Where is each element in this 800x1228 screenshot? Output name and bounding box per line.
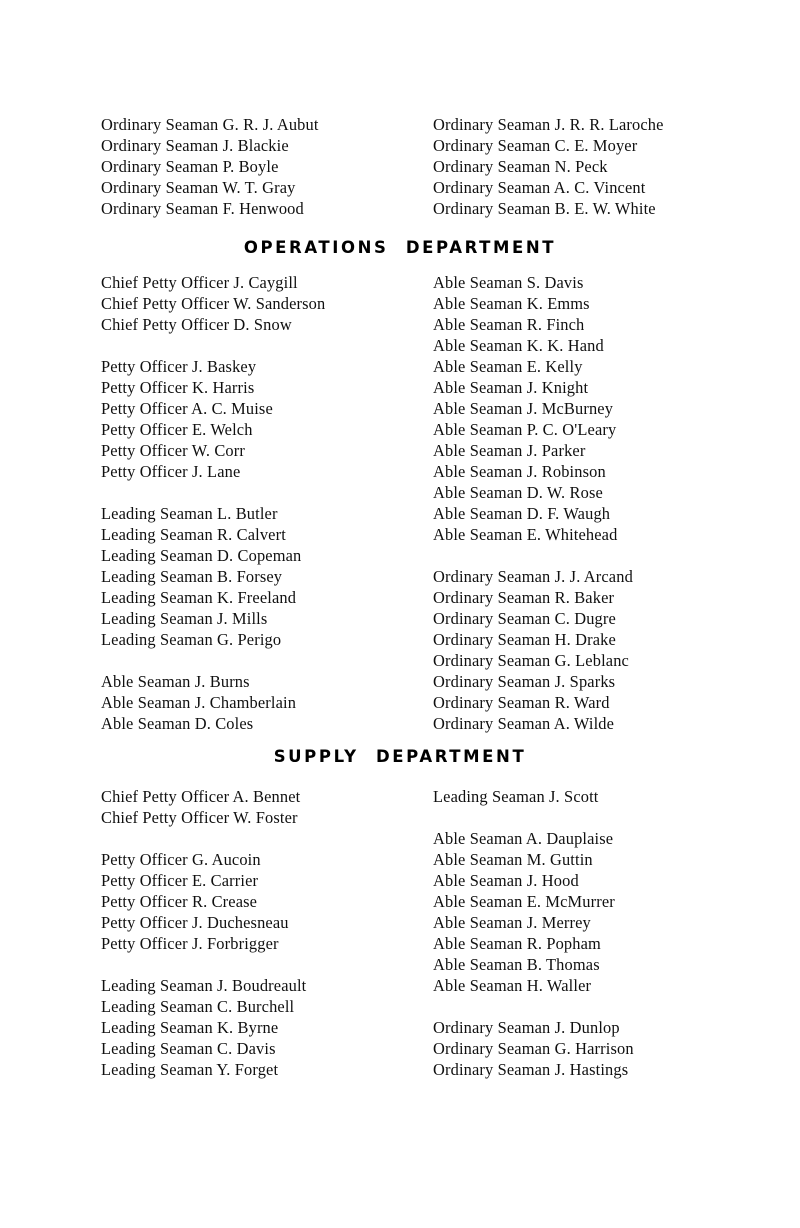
- roster-column-left-supply: [101, 786, 306, 1080]
- roster-entry: Chief Petty Officer J. Caygill: [101, 273, 298, 292]
- roster-entry: Able Seaman J. Chamberlain: [101, 693, 297, 712]
- roster-entry: Leading Seaman J. Boudreault: [101, 976, 307, 995]
- roster-entry: Ordinary Seaman J. Hastings: [433, 1060, 629, 1079]
- roster-entry: Leading Seaman K. Freeland: [101, 588, 297, 607]
- roster-entry: Petty Officer J. Duchesneau: [101, 913, 289, 932]
- roster-entry: Ordinary Seaman A. C. Vincent: [433, 178, 646, 197]
- section-heading-operations-department: [0, 238, 800, 257]
- section-heading-text: OPERATIONS DEPARTMENT: [243, 238, 557, 257]
- roster-entry: Petty Officer E. Welch: [101, 420, 253, 439]
- roster-entry: Able Seaman J. Hood: [433, 871, 579, 890]
- roster-entry: Able Seaman H. Waller: [433, 976, 592, 995]
- roster-entry: Leading Seaman Y. Forget: [101, 1060, 279, 1079]
- roster-entry: Able Seaman P. C. O'Leary: [433, 420, 617, 439]
- roster-group-spacer: [101, 954, 306, 975]
- roster-group-spacer: [433, 996, 634, 1017]
- roster-group-spacer: [433, 545, 633, 566]
- roster-entry: Able Seaman M. Guttin: [433, 850, 593, 869]
- roster-entry: Ordinary Seaman R. Baker: [433, 588, 615, 607]
- roster-entry: Able Seaman S. Davis: [433, 273, 584, 292]
- roster-entry: Petty Officer K. Harris: [101, 378, 255, 397]
- roster-entry: Able Seaman J. Burns: [101, 672, 250, 691]
- roster-entry: Leading Seaman L. Butler: [101, 504, 278, 523]
- roster-entry: Petty Officer A. C. Muise: [101, 399, 273, 418]
- roster-entry: Ordinary Seaman H. Drake: [433, 630, 616, 649]
- roster-entry: Leading Seaman D. Copeman: [101, 546, 302, 565]
- roster-entry: Petty Officer J. Lane: [101, 462, 241, 481]
- roster-entry: Able Seaman E. Kelly: [433, 357, 583, 376]
- roster-entry: Able Seaman J. Knight: [433, 378, 589, 397]
- roster-group-spacer: [101, 650, 325, 671]
- roster-entry: Able Seaman K. K. Hand: [433, 336, 604, 355]
- roster-entry: Able Seaman E. McMurrer: [433, 892, 615, 911]
- roster-column-right-supply: [433, 786, 634, 1080]
- roster-entry: Ordinary Seaman G. Leblanc: [433, 651, 629, 670]
- roster-entry: Able Seaman A. Dauplaise: [433, 829, 614, 848]
- roster-entry: Leading Seaman J. Scott: [433, 787, 599, 806]
- roster-entry: Able Seaman J. Parker: [433, 441, 586, 460]
- roster-entry: Ordinary Seaman C. E. Moyer: [433, 136, 638, 155]
- roster-entry: Ordinary Seaman R. Ward: [433, 693, 610, 712]
- roster-entry: Leading Seaman R. Calvert: [101, 525, 286, 544]
- roster-entry: Ordinary Seaman J. R. R. Laroche: [433, 115, 664, 134]
- roster-entry: Chief Petty Officer W. Sanderson: [101, 294, 326, 313]
- roster-entry: Ordinary Seaman J. Dunlop: [433, 1018, 620, 1037]
- roster-entry: Leading Seaman C. Davis: [101, 1039, 276, 1058]
- roster-entry: Ordinary Seaman F. Henwood: [101, 199, 304, 218]
- roster-entry: Petty Officer E. Carrier: [101, 871, 259, 890]
- roster-entry: Ordinary Seaman J. J. Arcand: [433, 567, 633, 586]
- roster-entry: Able Seaman K. Emms: [433, 294, 590, 313]
- roster-entry: Able Seaman R. Finch: [433, 315, 585, 334]
- roster-entry: Petty Officer W. Corr: [101, 441, 245, 460]
- roster-entry: Able Seaman D. F. Waugh: [433, 504, 611, 523]
- roster-entry: Able Seaman B. Thomas: [433, 955, 600, 974]
- roster-entry: Ordinary Seaman B. E. W. White: [433, 199, 656, 218]
- roster-entry: Able Seaman R. Popham: [433, 934, 601, 953]
- section-heading-supply-department: [0, 747, 800, 766]
- roster-entry: Able Seaman J. Merrey: [433, 913, 591, 932]
- roster-entry: Petty Officer G. Aucoin: [101, 850, 261, 869]
- roster-entry: Leading Seaman G. Perigo: [101, 630, 282, 649]
- roster-group-spacer: [101, 335, 325, 356]
- roster-entry: Petty Officer J. Forbrigger: [101, 934, 279, 953]
- roster-entry: Leading Seaman C. Burchell: [101, 997, 295, 1016]
- section-heading-text: SUPPLY DEPARTMENT: [273, 747, 527, 766]
- roster-column-right-continued: [433, 114, 664, 219]
- roster-entry: Ordinary Seaman G. Harrison: [433, 1039, 634, 1058]
- roster-entry: Chief Petty Officer D. Snow: [101, 315, 292, 334]
- roster-entry: Petty Officer J. Baskey: [101, 357, 257, 376]
- roster-group-spacer: [101, 482, 325, 503]
- roster-entry: Ordinary Seaman W. T. Gray: [101, 178, 296, 197]
- roster-entry: Ordinary Seaman J. Sparks: [433, 672, 616, 691]
- roster-entry: Chief Petty Officer W. Foster: [101, 808, 298, 827]
- roster-column-right-operations: [433, 272, 633, 734]
- roster-entry: Able Seaman J. McBurney: [433, 399, 614, 418]
- roster-entry: Ordinary Seaman N. Peck: [433, 157, 608, 176]
- roster-entry: Leading Seaman B. Forsey: [101, 567, 283, 586]
- roster-entry: Able Seaman D. W. Rose: [433, 483, 603, 502]
- roster-entry: Petty Officer R. Crease: [101, 892, 258, 911]
- roster-entry: Ordinary Seaman J. Blackie: [101, 136, 289, 155]
- roster-entry: Ordinary Seaman G. R. J. Aubut: [101, 115, 319, 134]
- roster-column-left-operations: [101, 272, 325, 734]
- roster-group-spacer: [433, 807, 634, 828]
- roster-entry: Ordinary Seaman P. Boyle: [101, 157, 279, 176]
- roster-entry: Chief Petty Officer A. Bennet: [101, 787, 301, 806]
- roster-group-spacer: [101, 828, 306, 849]
- roster-entry: Able Seaman E. Whitehead: [433, 525, 618, 544]
- roster-column-left-continued: [101, 114, 319, 219]
- roster-entry: Able Seaman J. Robinson: [433, 462, 606, 481]
- roster-entry: Ordinary Seaman A. Wilde: [433, 714, 615, 733]
- roster-entry: Ordinary Seaman C. Dugre: [433, 609, 616, 628]
- roster-entry: Able Seaman D. Coles: [101, 714, 254, 733]
- roster-entry: Leading Seaman J. Mills: [101, 609, 268, 628]
- roster-entry: Leading Seaman K. Byrne: [101, 1018, 279, 1037]
